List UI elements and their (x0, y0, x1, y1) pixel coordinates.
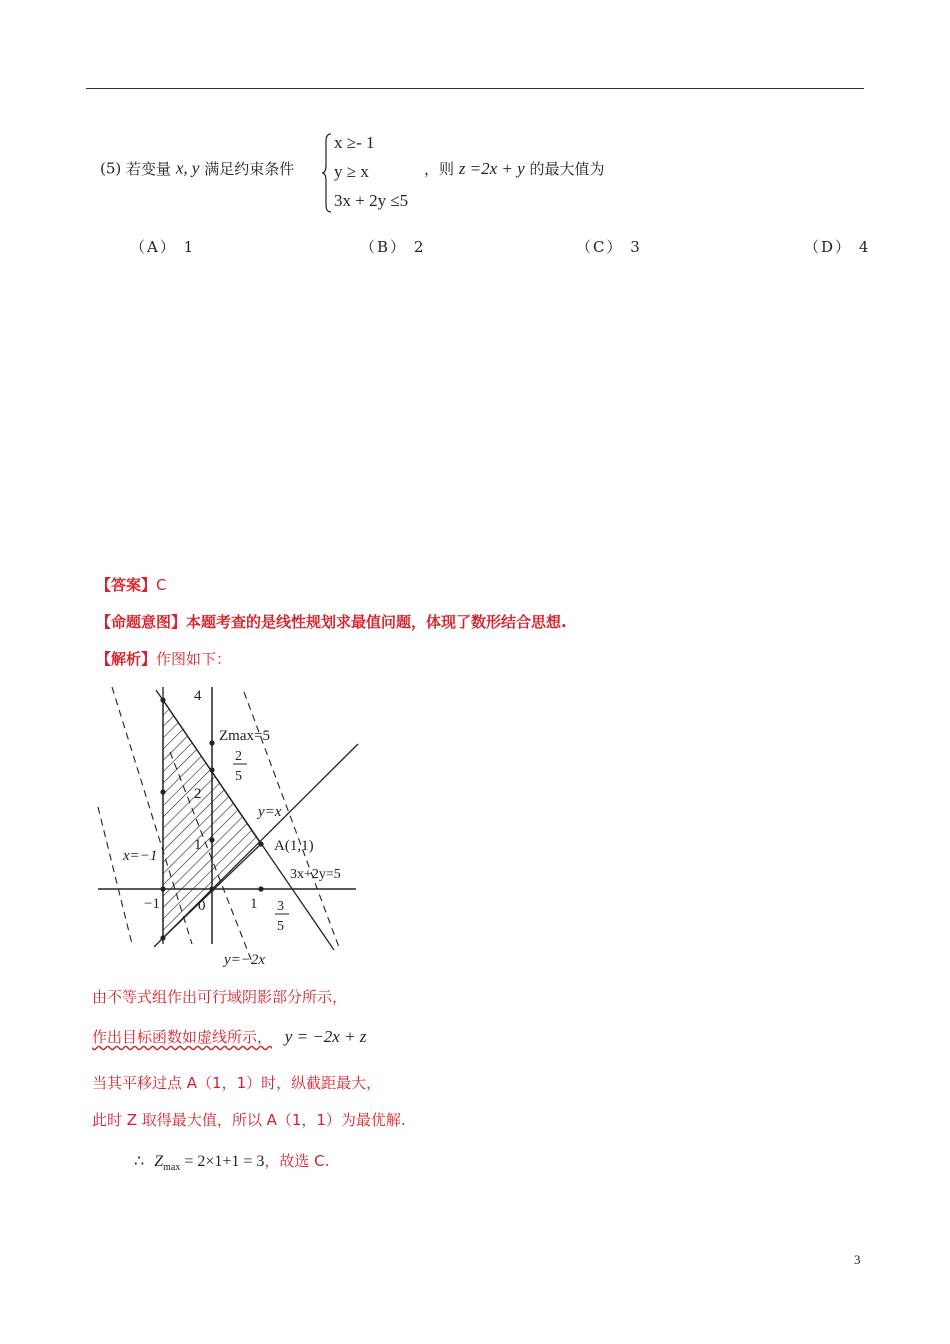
point-x-neg1-y2 (160, 789, 165, 794)
option-d: （D） 4 (804, 238, 871, 256)
zmax-symbol: Z (154, 1153, 164, 1170)
answer-line (96, 574, 167, 595)
label-xneg1: −1 (144, 896, 160, 912)
label-frac2-num: 3 (277, 899, 284, 914)
point-bottom (160, 935, 165, 940)
question-tail (424, 158, 605, 179)
option-c: （C） 3 (576, 238, 642, 256)
objective-line-formula: y = −2x + z (284, 1027, 367, 1046)
analysis-text: 作图如下： (156, 650, 232, 668)
point-x-1 (258, 886, 263, 891)
left-brace (322, 133, 332, 213)
option-a: （A） 1 (130, 238, 196, 256)
label-zmax: Zmax=5 (219, 728, 270, 744)
label-y4: 4 (194, 688, 202, 704)
label-x1: 1 (250, 896, 258, 912)
therefore-symbol: ∴ (134, 1153, 145, 1170)
analysis-tag: 【解析】 (96, 650, 157, 668)
intent-tag: 【命题意图】 (96, 613, 187, 631)
point-a (258, 841, 263, 846)
label-origin: 0 (198, 898, 206, 914)
label-line-3x2y5: 3x+2y=5 (290, 867, 341, 882)
analysis-line (96, 648, 231, 669)
final-choice: ，故选 C. (264, 1152, 330, 1170)
option-b: （B） 2 (360, 238, 426, 256)
objective-function: z =2x + y (458, 159, 525, 178)
header-rule (86, 88, 864, 89)
solution-line-1: 由不等式组作出可行域阴影部分所示， (92, 988, 348, 1006)
label-y-neg2x: y=−2x (224, 952, 266, 968)
question-suffix: 的最大值为 (529, 160, 605, 178)
solution-line-3: 当其平移过点 A（1，1）时，纵截距最大， (92, 1074, 382, 1092)
label-y1: 1 (194, 837, 202, 853)
feasible-region-graph (94, 682, 366, 972)
constraint-3: 3x + 2y ≤5 (334, 191, 409, 210)
label-frac-den: 5 (235, 769, 242, 784)
label-frac2-den: 5 (277, 919, 284, 934)
page-number: 3 (854, 1252, 861, 1267)
answer-value: C (156, 576, 167, 594)
point-origin (209, 886, 214, 891)
question-stem (100, 158, 294, 179)
solution-line-2: 作出目标函数如虚线所示， y = −2x + z (92, 1027, 367, 1046)
answer-tag: 【答案】 (96, 576, 157, 594)
question-number: (5) (100, 159, 122, 178)
point-x-neg1 (160, 886, 165, 891)
question-then: ，则 (424, 160, 455, 178)
label-frac-num: 2 (235, 749, 242, 764)
point-y-1 (209, 837, 214, 842)
intent-text: 本题考查的是线性规划求最值问题，体现了数形结合思想. (186, 613, 567, 631)
constraint-2: y ≥ x (334, 162, 369, 181)
dashed-line-2 (98, 807, 132, 944)
question-prefix: 若变量 (126, 160, 172, 178)
label-y2: 2 (194, 786, 202, 802)
label-point-a: A(1,1) (274, 838, 314, 854)
point-y-2.5 (209, 740, 214, 745)
question-vars: x, y (175, 158, 200, 178)
intent-line (96, 611, 567, 632)
solution-line-4: 此时 Z 取得最大值，所以 A（1，1）为最优解. (92, 1111, 406, 1129)
point-top (160, 697, 165, 702)
zmax-sub: max (163, 1162, 181, 1174)
final-result (134, 1150, 329, 1173)
label-yx: y=x (258, 804, 282, 820)
label-x-neg1: x=−1 (123, 848, 158, 864)
question-mid: 满足约束条件 (204, 160, 295, 178)
constraint-1: x ≥- 1 (334, 133, 375, 152)
point-y-2 (209, 767, 214, 772)
final-expression: = 2×1+1 = 3 (180, 1153, 265, 1170)
